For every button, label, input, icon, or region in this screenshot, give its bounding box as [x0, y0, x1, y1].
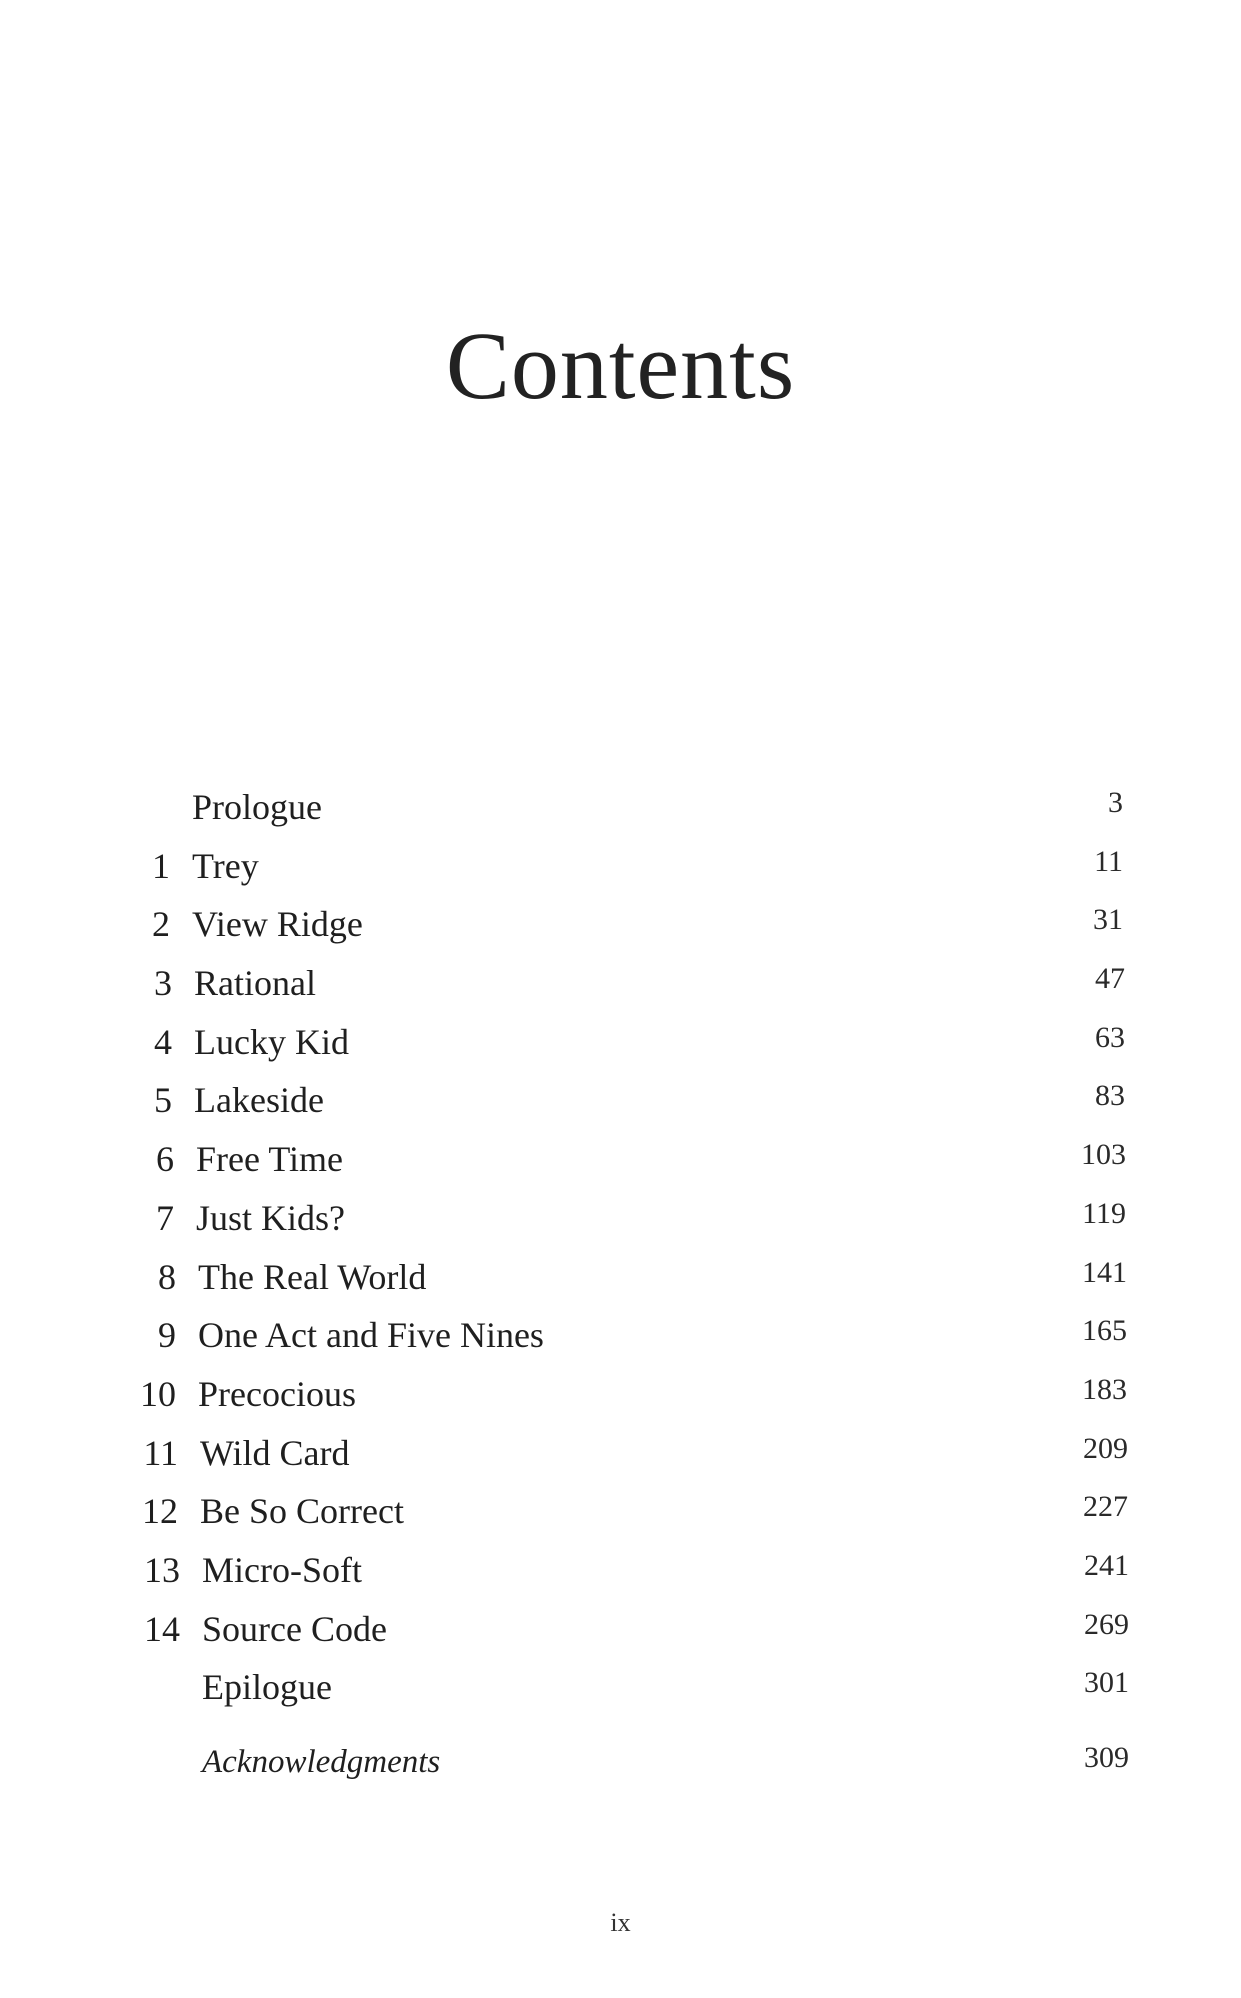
chapter-number: 9 [158, 1315, 176, 1356]
chapter-page: 83 [1095, 1079, 1125, 1113]
chapter-number: 6 [156, 1139, 174, 1180]
chapter-number: 10 [140, 1373, 176, 1414]
chapter-title: View Ridge [192, 904, 363, 945]
toc-entry [0, 778, 1241, 837]
chapter-page: 165 [1082, 1314, 1127, 1348]
chapter-number: 14 [144, 1608, 180, 1649]
toc-entry [0, 1541, 1241, 1600]
toc-entry [0, 1365, 1241, 1424]
chapter-title: Epilogue [202, 1667, 332, 1708]
chapter-title: Precocious [198, 1373, 356, 1414]
chapter-page: 241 [1084, 1548, 1129, 1582]
toc-entry [0, 1248, 1241, 1307]
chapter-title: Free Time [196, 1139, 344, 1180]
chapter-page: 227 [1083, 1490, 1128, 1524]
chapter-page: 3 [1108, 786, 1123, 819]
chapter-page: 63 [1095, 1020, 1125, 1054]
chapter-page: 119 [1082, 1196, 1126, 1230]
chapter-page: 11 [1094, 844, 1123, 878]
chapter-page: 183 [1082, 1372, 1127, 1406]
toc-entry [0, 1306, 1241, 1365]
chapter-title: Trey [192, 845, 259, 886]
chapter-page: 209 [1083, 1431, 1128, 1465]
chapter-number: 12 [142, 1491, 178, 1532]
toc-entry [0, 1189, 1241, 1248]
chapter-number: 3 [154, 963, 172, 1004]
chapter-page: 47 [1095, 962, 1125, 996]
chapter-number: 1 [152, 845, 170, 886]
chapter-title: Lakeside [194, 1080, 324, 1121]
toc-entry [0, 895, 1241, 954]
chapter-page: 103 [1081, 1138, 1126, 1172]
chapter-number: 5 [154, 1080, 172, 1121]
chapter-number: 13 [144, 1549, 180, 1590]
toc-entry [0, 1733, 1241, 1792]
chapter-page: 269 [1084, 1607, 1129, 1641]
toc-entry [0, 954, 1241, 1013]
chapter-number: 4 [154, 1021, 172, 1062]
chapter-title: One Act and Five Nines [198, 1315, 544, 1356]
toc-entry [0, 1424, 1241, 1483]
toc-entry [0, 1600, 1241, 1659]
chapter-title: Rational [194, 963, 316, 1004]
toc-entry [0, 837, 1241, 896]
toc-entry [0, 1071, 1241, 1130]
chapter-title: Wild Card [200, 1432, 350, 1473]
toc-entry [0, 1658, 1241, 1717]
chapter-number: 7 [156, 1197, 174, 1238]
chapter-title: Source Code [202, 1608, 387, 1649]
chapter-number: 8 [158, 1256, 176, 1297]
page-title: Contents [445, 312, 796, 419]
chapter-title: Acknowledgments [202, 1744, 441, 1780]
page-folio: ix [610, 1908, 631, 1937]
chapter-title: Be So Correct [200, 1491, 404, 1532]
chapter-title: Micro-Soft [202, 1549, 362, 1590]
table-of-contents [0, 778, 1241, 1792]
chapter-title: Prologue [192, 787, 322, 827]
chapter-title: Lucky Kid [194, 1021, 349, 1062]
chapter-page: 301 [1084, 1666, 1129, 1700]
chapter-number: 2 [152, 904, 170, 945]
chapter-page: 141 [1082, 1255, 1127, 1289]
toc-entry [0, 1130, 1241, 1189]
toc-entry [0, 1013, 1241, 1072]
chapter-number: 11 [143, 1432, 178, 1473]
chapter-title: Just Kids? [196, 1197, 346, 1238]
chapter-page: 31 [1093, 903, 1123, 937]
chapter-page: 309 [1084, 1741, 1129, 1774]
toc-entry [0, 1482, 1241, 1541]
chapter-title: The Real World [198, 1256, 427, 1297]
